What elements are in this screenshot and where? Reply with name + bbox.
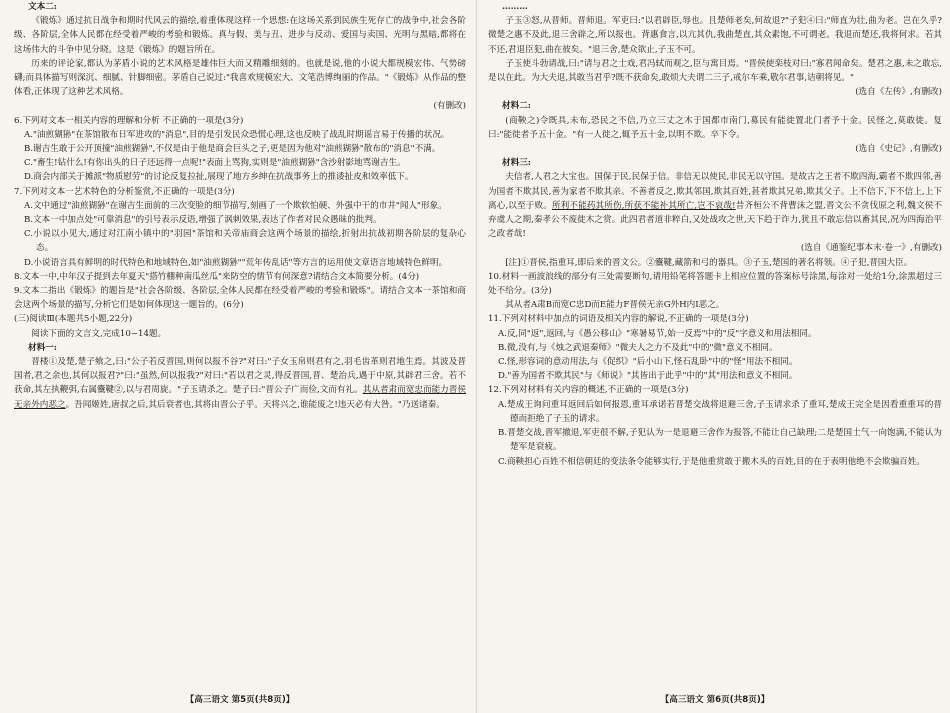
- text2-heading: 文本二:: [28, 2, 57, 12]
- section-3-intro: 阅读下面的文言文,完成10~14题。: [31, 328, 167, 339]
- question-11-option-d: D."善为国者不欺其民"与《师说》"其皆出于此乎"中的"其"用法和意义不相同。: [498, 371, 798, 382]
- material-3-paragraph: [488, 170, 942, 241]
- question-9: 9.文本二指出《锻炼》的题旨是"社会各阶级、各阶层,全体人民都在经受着严峻的考验和锻炼"。请结合文本一茶馆和商会这两个场景的描写,分析它们是如何体现这一题旨的。(6分): [14, 286, 466, 311]
- section-3-title: (三)阅读Ⅲ(本题共5小题,22分): [14, 314, 133, 325]
- question-7-option-a: A.文中通过"油煎猢狲"在谢吉生面前的三次变脸的细节描写,刻画了一个欺软怕硬、外强中干的市井"闻人"形象。: [24, 200, 447, 211]
- question-12-option-b: B.晋楚交战,晋军撤退,军吏很不解,子犯认为一是退避三舍作为报答,不能让自己缺理;二是楚国士气一向饱满,不能认为楚军是衰疲。: [498, 428, 942, 453]
- material-1-paragraph-3: 子玉使斗勃请战,曰:"请与君之士戏,君冯轼而观之,臣与寓目焉。"晋侯使栾枝对曰:"寡君闻命矣。楚君之惠,未之敢忘,是以在此。为大夫退,其敢当君乎?既不获命矣,敢烦大夫谓二三子,戒尔车乘,敬尔君事,诘朝将见。": [488, 58, 942, 84]
- question-11-stem: 11.下列对材料中加点的词语及相关内容的解说,不正确的一项是(3分): [488, 314, 749, 325]
- question-11-option-a: A.反,同"返",返回,与《愚公移山》"寒暑易节,始一反焉"中的"反"字意义和用法相同。: [498, 328, 817, 339]
- question-6-stem: 6.下列对文本一相关内容的理解和分析 不正确的一项是(3分): [14, 115, 244, 126]
- question-11-option-c: C.怪,形容词的意动用法,与《促织》"后小山下,怪石乱卧"中的"怪"用法不相同。: [498, 357, 798, 368]
- question-7-stem: 7.下列对文本一艺术特色的分析鉴赏,不正确的一项是(3分): [14, 186, 235, 197]
- page-6: [488, 0, 942, 713]
- question-12-option-a: A.楚成王询问重耳返回后如何报恩,重耳承诺若晋楚交战将退避三舍,子玉请求杀了重耳,楚成王完全是因看重重耳的晋德而拒绝了子玉的请求。: [498, 399, 942, 424]
- page-divider: [476, 0, 477, 713]
- annotation-notes: [注]①晋侯,指重耳,即后来的晋文公。②櫜鞬,藏箭和弓的器具。③子玉,楚国的著名将领。④子犯,晋国大臣。: [505, 257, 913, 268]
- page-6-footer: 【高三语文 第6页(共8页)】: [660, 694, 770, 705]
- material-3-source: (选自《通鉴纪事本末·卷一》,有删改): [800, 243, 942, 254]
- material-2-paragraph: (商鞅之)令既具,未布,恐民之不信,乃立三丈之木于国都市南门,募民有能徙置北门者予十金。民怪之,莫敢徙。复曰:"能徙者予五十金。"有一人徙之,辄予五十金,以明不欺。卒下令。: [488, 115, 942, 140]
- question-7-option-c: C.小说以小见大,通过对江南小镇中的"羽园"茶馆和关帝庙商会这两个场景的描绘,折射出抗战初期各阶层的复杂心态。: [24, 229, 466, 254]
- page-5-footer: 【高三语文 第5页(共8页)】: [185, 694, 295, 705]
- text2-paragraph-1: 《锻炼》通过抗日战争和期时代风云的描绘,着重体现这样一个思想:在这场关系到民族生死存亡的战争中,社会各阶级、各阶层,全体人民都在经受着严峻的考验和锻炼。真与假、美与丑、进步与反动、爱国与卖国、光明与黑暗,都将在这场伟大的斗争中见分晓。这是《锻炼》的题旨所在。: [14, 16, 466, 55]
- material-3-heading: 材料三:: [502, 158, 531, 169]
- material-3-underline: 所利不能药其所伤,所获不能补其所亡,岂不哀哉!: [551, 200, 736, 211]
- question-10-stem: 10.材料一画波浪线的部分有三处需要断句,请用铅笔将答题卡上相应位置的答案标号涂黑,每涂对一处给1分,涂黑超过三处不给分。(3分): [488, 271, 942, 297]
- material-1-wavy-underline: 其从者肃而宽忠而能力晋侯无亲外内恶之: [14, 385, 466, 410]
- question-12-stem: 12.下列对材料有关内容的概述,不正确的一项是(3分): [488, 385, 689, 396]
- material-1-source: (选自《左传》,有删改): [855, 87, 942, 98]
- question-11-option-b: B.微,没有,与《烛之武退秦师》"微夫人之力不及此"中的"微"意义不相同。: [498, 342, 778, 353]
- question-7-option-b: B.文本一中加点处"可靠消息"的引号表示反语,增强了讽刺效果,表达了作者对民众愚昧的批判。: [24, 215, 382, 226]
- question-7-option-d: D.小说语言具有鲜明的时代特色和地域特色,如"油煎猢狲""荒年传乱话"等方言的运用使文章语言地域特色鲜明。: [24, 257, 448, 268]
- question-6-option-a: A."油煎猢狲"在茶馆散布日军进攻的"消息",目的是引发民众恐慌心理,这也反映了战乱时期谣言易于传播的状况。: [24, 129, 450, 140]
- material-1-paragraph-1: [14, 355, 466, 412]
- material-2-source: (选自《史记》,有删改): [855, 144, 942, 155]
- question-6-option-c: C."畜生!钻什么!有你出头的日子还远得一点呢!"表面上骂狗,实则是"油煎猢狲"含沙射影地骂谢吉生。: [24, 158, 406, 169]
- page-5: [14, 0, 466, 713]
- material-1-text-b: 。吾闻姬姓,唐叔之后,其后衰者也,其将由晋公子乎。天将兴之,谁能废之!违天必有大咎。"乃送诸秦。: [65, 399, 445, 410]
- material-3-text-b: 昔齐桓公不背曹沫之盟,晋文公不贪伐原之利,魏文侯不弃虞人之期,秦孝公不废徙木之赏。此四君者道非粹白,又处战攻之世,天下趋于诈力,犹且不敢忘信以畜其民,况为四海治平之政者哉!: [488, 200, 942, 240]
- material-1-text-a: 晋楼①及楚,楚子飨之,曰:"公子若反晋国,则何以报不谷?"对曰:"子女玉帛则君有之,羽毛齿革则君地生焉。其波及晋国者,君之余也,其何以报君?"曰:"虽然,何以报我?"对曰:"若以君之灵,得反晋国,晋、楚治兵,遇于中原,其辟君三舍。若不获命,其左执鞭弭,右属櫜鞬②,以与君周旋。"子玉请杀之。楚子曰:"晋公子广而俭,文而有礼。: [14, 357, 466, 396]
- text2-source: (有删改): [433, 101, 466, 112]
- question-10-sentence: 其从者A肃B而宽C忠D而E能力F晋侯无亲G外H内I恶之。: [505, 300, 725, 311]
- continuation-dots: ………: [502, 2, 528, 12]
- material-1-heading: 材料一:: [28, 342, 57, 353]
- material-3-text-a: 夫信者,人君之大宝也。国保于民,民保于信。非信无以使民,非民无以守国。是故古之王者不欺四海,霸者不欺四邻,善为国者不欺其民,善为家者不欺其亲。不善者反之,欺其邻国,欺其百姓,甚者欺其兄弟,欺其父子。上不信下,下不信上,上下离心,以至于败。: [488, 172, 942, 211]
- material-1-paragraph-2: 子玉③怒,从晋师。晋师退。军吏曰:"以君辟臣,辱也。且楚师老矣,何故退?"子犯④曰:"师直为壮,曲为老。岂在久乎?微楚之惠不及此,退三舍辟之,所以报也。背惠食言,以亢其仇,我曲楚直,其众素饱,不可谓老。我退而楚还,我将何求。若其不还,君退臣犯,曲在彼矣。"退三舍,楚众欲止,子玉不可。: [488, 16, 942, 55]
- question-6-option-b: B.谢吉生敢于公开顶撞"油煎猢狲",不仅是由于他是商会巨头之子,更是因为他对"油煎猢狲"散布的"消息"不满。: [24, 144, 441, 155]
- text2-paragraph-2: 历来的评论家,都认为茅盾小说的艺术风格是雄伟巨大而又精雕细刻的。也就是说,他的小说大都规模宏伟、气势磅礴;而具体描写则深沉、细腻、针脚细密。茅盾自己说过:"我喜欢规模宏大、文笔浩博绚丽的作品。"《锻炼》从作品的整体看,正体现了这种艺术风格。: [14, 58, 466, 98]
- question-12-option-c: C.商鞅担心百姓不相信朝廷的变法条令能够实行,于是他重赏敢于搬木头的百姓,目的在于表明他绝不会欺骗百姓。: [498, 456, 925, 467]
- question-8: 8.文本一中,中年汉子提到去年夏天"搭竹棚种南瓜丝瓜"来防空的情节有何深意?请结合文本简要分析。(4分): [14, 271, 420, 282]
- question-6-option-d: D.商会内部关于摊派"物质慰劳"的讨论反复拉扯,展现了地方乡绅在抗战事务上的推诿扯皮和效率低下。: [24, 172, 414, 183]
- material-2-heading: 材料二:: [502, 101, 531, 112]
